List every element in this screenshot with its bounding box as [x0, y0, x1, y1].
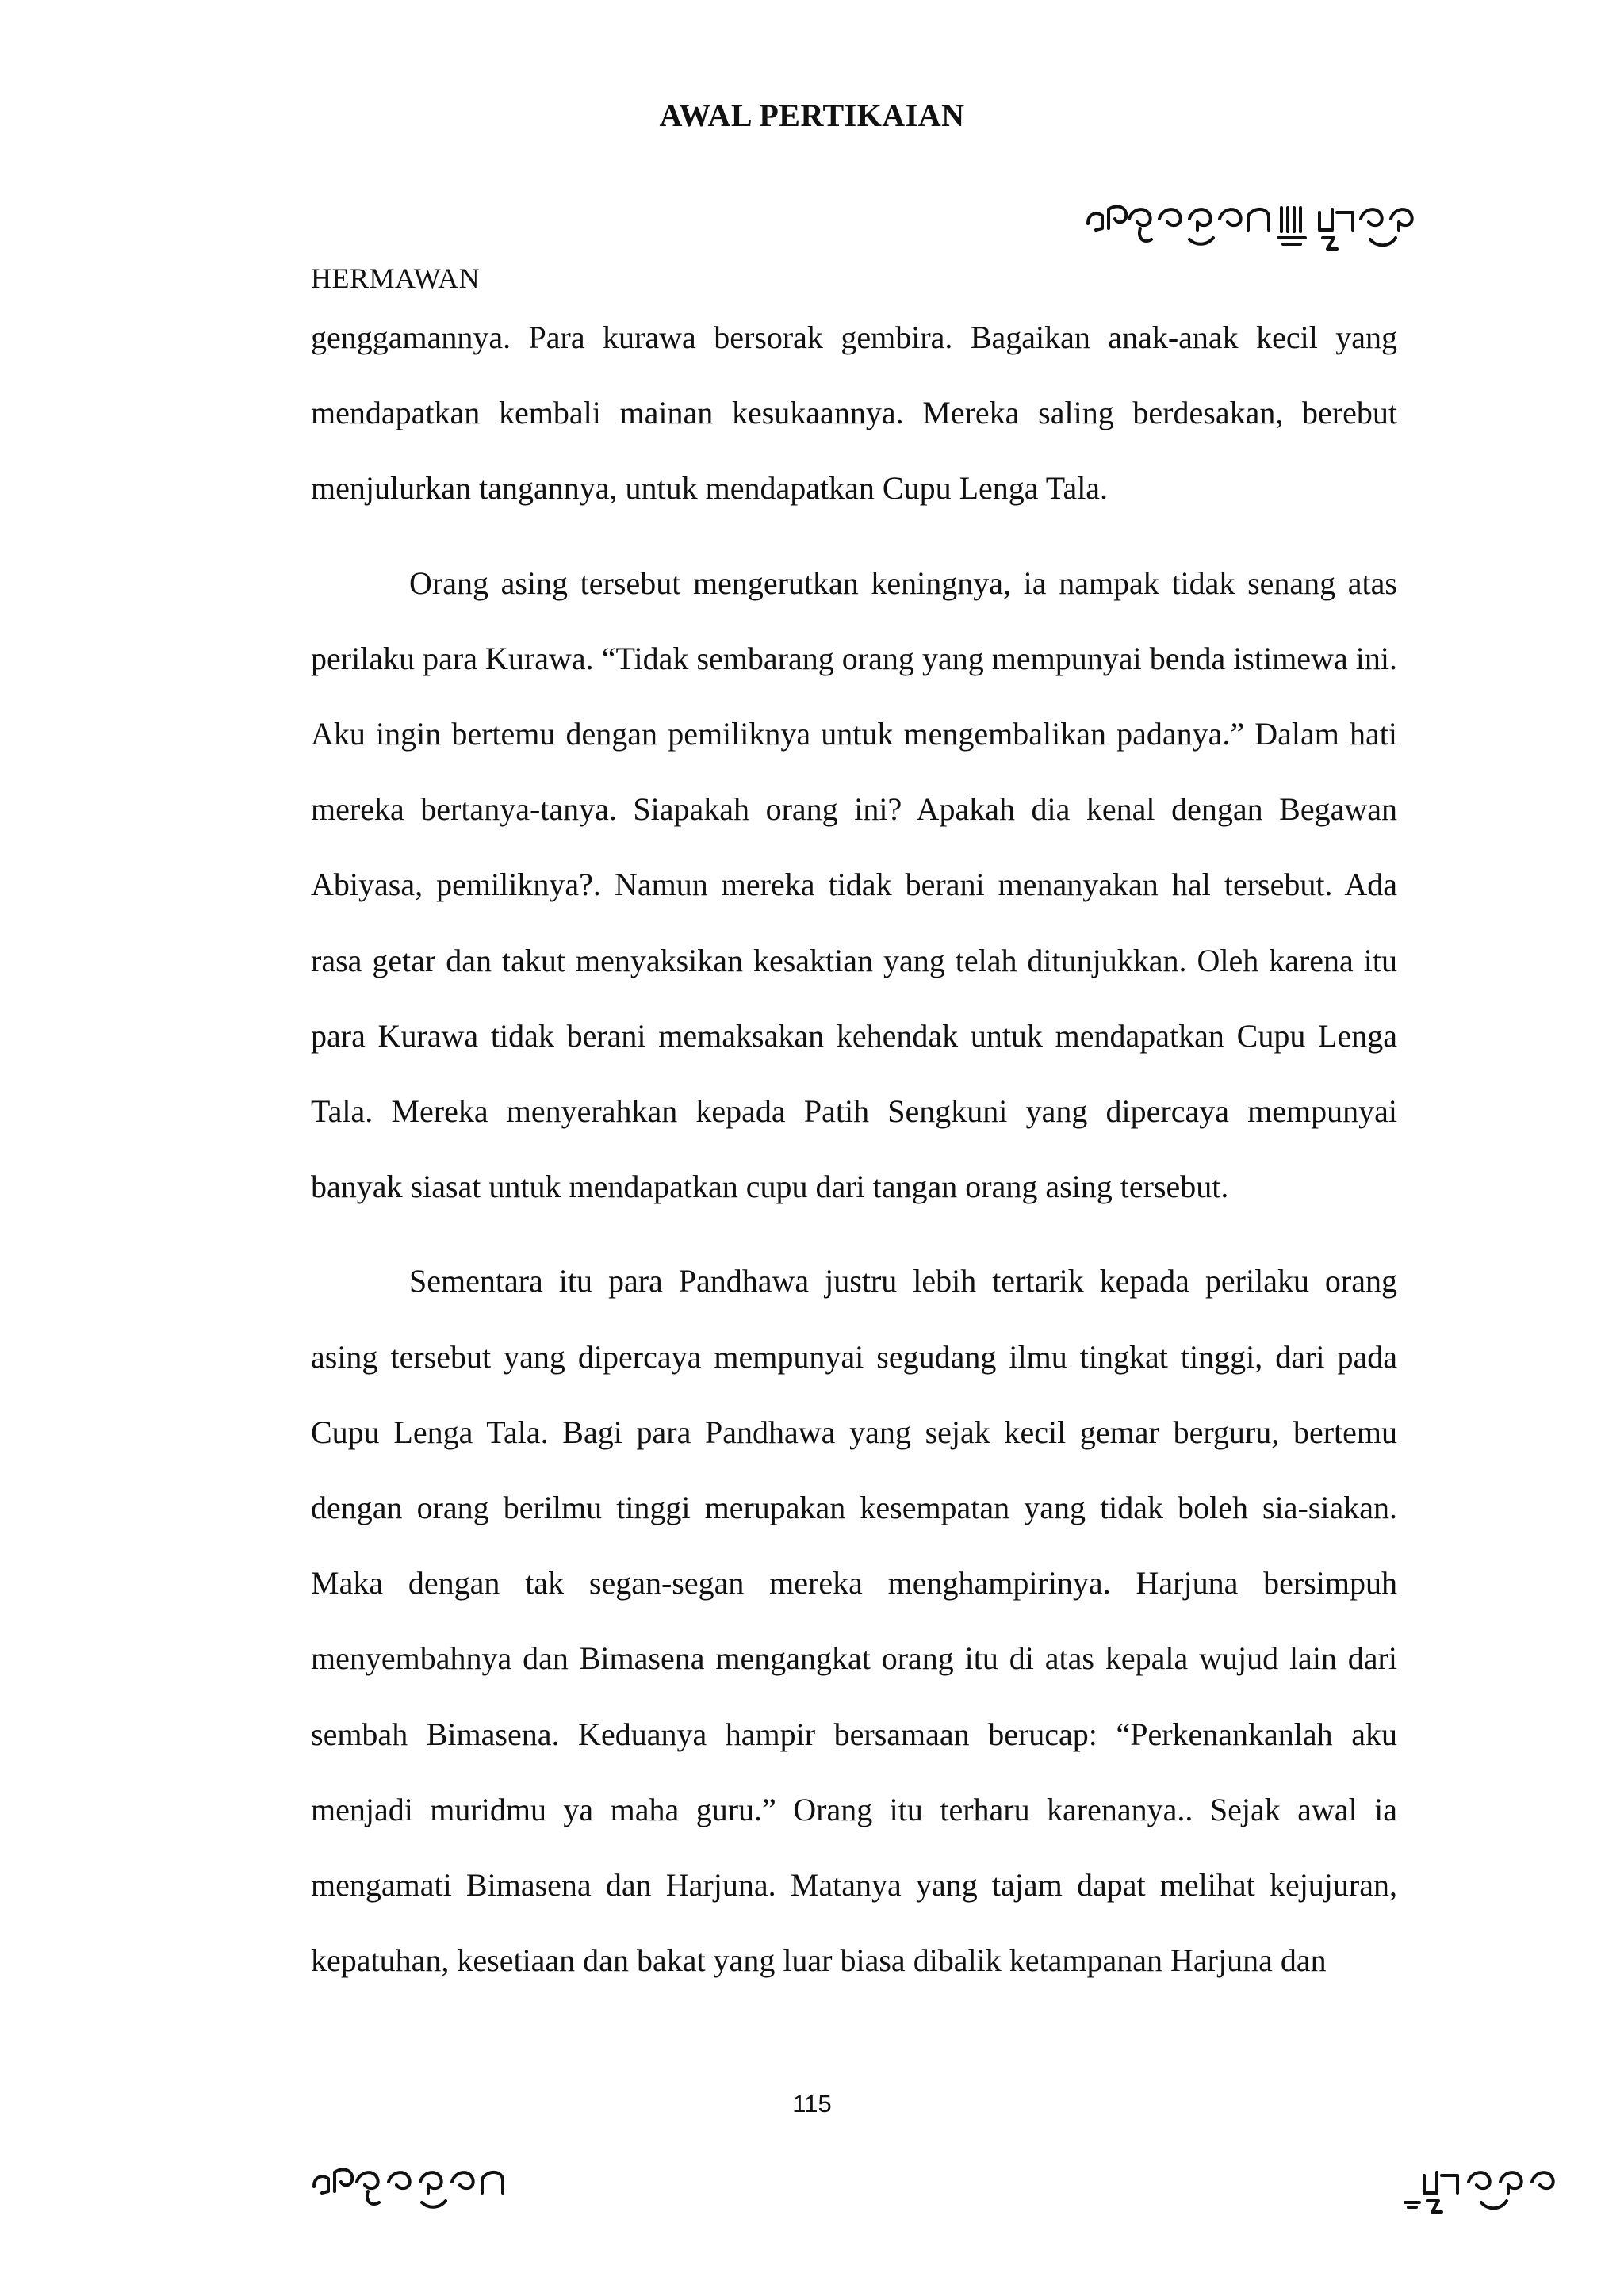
javanese-script-ornament-bottom-right [1402, 2155, 1561, 2218]
paragraph-1: genggamannya. Para kurawa bersorak gembira. Bagaikan anak-anak kecil yang mendapatkan kembali mainan kesukaannya. Mereka saling berdesakan, berebut menjulurkan tangannya, untuk mendapatkan Cupu Lenga Tala. [311, 320, 1397, 507]
javanese-script-ornament-bottom-left [311, 2155, 525, 2218]
page-number: 115 [792, 2090, 832, 2118]
author-name: HERMAWAN [311, 262, 481, 294]
javanese-script-ornament-top [1085, 189, 1418, 262]
paragraph-2: Orang asing tersebut mengerutkan keningnya, ia nampak tidak senang atas perilaku para Kurawa. “Tidak sembarang orang yang mempunyai benda istimewa ini. Aku ingin bertemu dengan pemiliknya untuk mengembalikan padanya.” Dalam hati mereka bertanya-tanya. Siapakah orang ini? Apakah dia kenal dengan Begawan Abiyasa, pemiliknya?. Namun mereka tidak berani menanyakan hal tersebut. Ada rasa getar dan takut menyaksikan kesaktian yang telah ditunjukkan. Oleh karena itu para Kurawa tidak berani memaksakan kehendak untuk mendapatkan Cupu Lenga Tala. Mereka menyerahkan kepada Patih Sengkuni yang dipercaya mempunyai banyak siasat untuk mendapatkan cupu dari tangan orang asing tersebut. [311, 564, 1397, 1205]
body-text [311, 300, 1397, 1998]
paragraph-3: Sementara itu para Pandhawa justru lebih tertarik kepada perilaku orang asing tersebut yang dipercaya mempunyai segudang ilmu tingkat tinggi, dari pada Cupu Lenga Tala. Bagi para Pandhawa yang sejak kecil gemar berguru, bertemu dengan orang berilmu tinggi merupakan kesempatan yang tidak boleh sia-siakan. Maka dengan tak segan-segan mereka menghampirinya. Harjuna bersimpuh menyembahnya dan Bimasena mengangkat orang itu di atas kepala wujud lain dari sembah Bimasena. Keduanya hampir bersamaan berucap: “Perkenankanlah aku menjadi muridmu ya maha guru.” Orang itu terharu karenanya.. Sejak awal ia mengamati Bimasena dan Harjuna. Matanya yang tajam dapat melihat kejujuran, kepatuhan, kesetiaan dan bakat yang luar biasa dibalik ketampanan Harjuna dan [311, 1263, 1397, 1979]
page-title: AWAL PERTIKAIAN [659, 98, 965, 133]
